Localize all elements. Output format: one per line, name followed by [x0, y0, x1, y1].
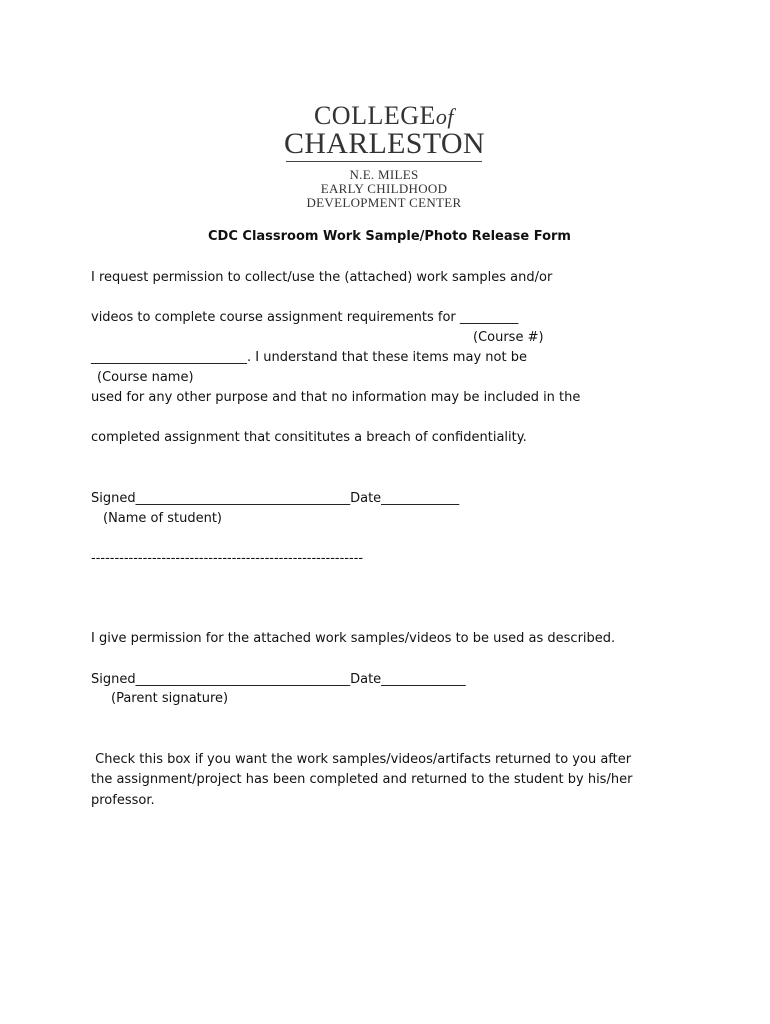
course-name-label: (Course name) [97, 370, 194, 385]
logo-center-line2: EARLY CHILDHOOD [320, 181, 448, 196]
course-number-label: (Course #) [473, 330, 544, 345]
student-name-label: (Name of student) [103, 511, 222, 526]
return-checkbox-line-2: the assignment/project has been completed and returned to the student by his/her [91, 772, 633, 787]
paragraph-line-2: videos to complete course assignment requirements for _________ [91, 310, 519, 325]
logo-college-text: COLLEGE [313, 101, 436, 130]
logo-center-line3: DEVELOPMENT CENTER [306, 195, 462, 210]
paragraph-line-3: ________________________. I understand that these items may not be [91, 350, 527, 365]
return-checkbox-line-3: professor. [91, 793, 155, 808]
permission-statement: I give permission for the attached work samples/videos to be used as described. [91, 631, 616, 646]
parent-signature-line[interactable]: Signed_________________________________Date_____________ [91, 672, 466, 687]
logo-of-text: of [435, 104, 455, 129]
paragraph-line-1: I request permission to collect/use the (attached) work samples and/or [91, 270, 553, 285]
logo-college [284, 101, 484, 130]
logo-center-line1: N.E. MILES [349, 167, 419, 182]
logo-divider [286, 161, 482, 162]
paragraph-line-4: used for any other purpose and that no information may be included in the [91, 390, 581, 405]
return-checkbox-line-1[interactable]: Check this box if you want the work samples/videos/artifacts returned to you after [91, 752, 632, 767]
college-logo [284, 101, 485, 210]
student-signature-line[interactable]: Signed_________________________________Date____________ [91, 491, 460, 506]
parent-signature-label: (Parent signature) [111, 691, 229, 706]
section-divider: ---------------------------------------------------------- [91, 551, 364, 566]
form-title: CDC Classroom Work Sample/Photo Release Form [208, 229, 571, 244]
paragraph-line-5: completed assignment that consititutes a breach of confidentiality. [91, 430, 527, 445]
logo-charleston: CHARLESTON [284, 127, 485, 160]
